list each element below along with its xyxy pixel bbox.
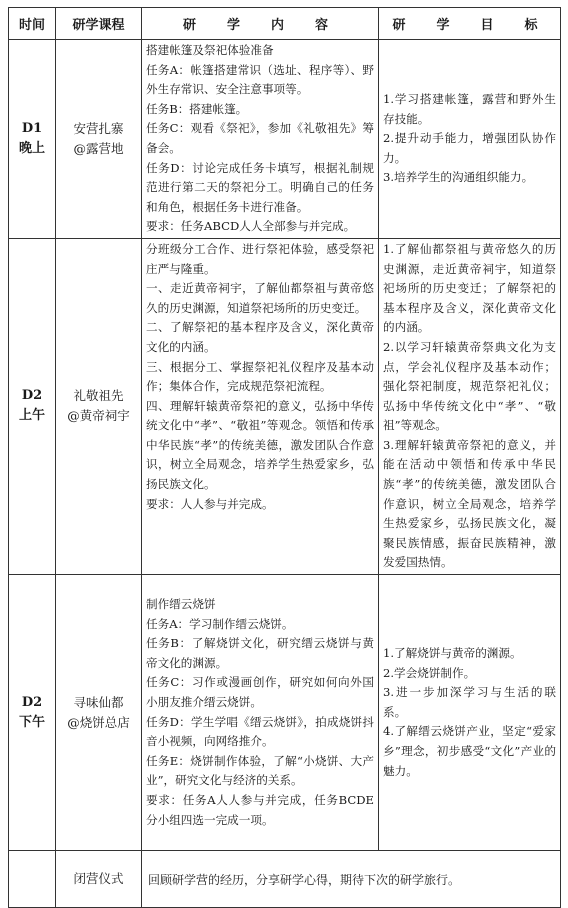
study-tour-schedule-table	[8, 7, 561, 908]
time-day: D2	[21, 388, 43, 404]
content-line: 任务A：学习制作缙云烧饼。	[146, 616, 294, 631]
goal-line: 3.进一步加深学习与生活的联系。	[383, 685, 556, 719]
goal-line: 4.了解缙云烧饼产业，坚定“爱家乡”理念，初步感受“文化”产业的魅力。	[383, 724, 556, 778]
goal-line: 2.以学习轩辕黄帝祭典文化为支点，学会礼仪程序及基本动作；强化祭祀制度，规范祭祀礼仪；弘扬中华传统文化中“孝”、“敬祖”等观念。	[383, 339, 556, 433]
header-row	[9, 8, 561, 40]
table-row	[9, 851, 561, 908]
goal-cell	[379, 40, 561, 239]
content-line: 任务B：搭建帐篷。	[146, 101, 248, 116]
time-period: 晚上	[18, 140, 45, 156]
content-line: 一、走近黄帝祠宇，了解仙都祭祖与黄帝悠久的历史渊源，知道祭祀场所的历史变迁。	[146, 281, 374, 315]
content-line: 三、根据分工、掌握祭祀礼仪程序及基本动作；集体合作，完成规范祭祀流程。	[146, 359, 374, 394]
course-cell	[56, 851, 142, 908]
content-line: 要求：任务A人人参与并完成，任务BCDE分小组四选一完成一项。	[146, 792, 374, 827]
course-name: 礼敬祖先	[73, 388, 124, 404]
header-time: 时间	[9, 8, 56, 40]
course-name: 寻味仙都	[73, 694, 124, 710]
header-course: 研学课程	[56, 8, 142, 40]
table-row	[9, 575, 561, 851]
course-location: @烧饼总店	[67, 714, 130, 730]
closing-content-cell	[142, 851, 561, 908]
goal-line: 2.学会烧饼制作。	[383, 665, 476, 680]
time-cell	[9, 40, 56, 239]
content-cell	[142, 575, 379, 851]
content-line: 任务A：帐篷搭建常识（选址、程序等）、野外生存常识、安全注意事项等。	[146, 62, 374, 97]
goal-cell	[379, 238, 561, 574]
course-name: 闭营仪式	[73, 871, 124, 887]
goal-line: 3.理解轩辕黄帝祭祀的意义，并能在活动中领悟和传承中华民族“孝”的传统美德，激发团队合作意识，树立全局观念，培养学生热爱家乡，弘扬民族文化，凝聚民族情感，振奋民族精神，激发爱国热情。	[383, 437, 556, 570]
content-line: 任务B：了解烧饼文化，研究缙云烧饼与黄帝文化的渊源。	[146, 636, 374, 670]
content-line: 任务D：学生学唱《缙云烧饼》，拍成烧饼抖音小视频，向网络推介。	[146, 714, 374, 749]
content-line: 任务E：烧饼制作体验，了解“小烧饼、大产业”，研究文化与经济的关系。	[146, 753, 374, 788]
course-cell	[56, 575, 142, 851]
time-day: D2	[21, 694, 43, 710]
goal-cell	[379, 575, 561, 851]
time-cell	[9, 851, 56, 908]
content-line: 四、理解轩辕黄帝祭祀的意义，弘扬中华传统文化中“孝”、“敬祖”等观念。领悟和传承中华民族“孝”的传统美德，激发团队合作意识，树立全局观念，培养学生热爱家乡，弘扬民族文化。	[146, 398, 374, 492]
content-line: 任务D：讨论完成任务卡填写，根据礼制规范进行第二天的祭祀分工。明确自己的任务和角色，根据任务卡进行准备。	[146, 160, 374, 214]
time-cell	[9, 575, 56, 851]
content-line: 要求：任务ABCD人人全部参与并完成。	[146, 219, 356, 234]
time-cell	[9, 238, 56, 574]
content-line: 搭建帐篷及祭祀体验准备	[146, 43, 274, 57]
content-cell	[142, 40, 379, 239]
course-name: 安营扎寨	[73, 120, 124, 136]
content-cell	[142, 238, 379, 574]
time-period: 上午	[18, 408, 45, 424]
schedule-table-wrapper	[8, 7, 560, 908]
goal-line: 1.了解仙都祭祖与黄帝悠久的历史渊源，走近黄帝祠宇，知道祭祀场所的历史变迁；了解祭祀的基本程序及含义，深化黄帝文化的内涵。	[383, 241, 556, 335]
header-content: 研 学 内 容	[142, 8, 379, 40]
course-cell	[56, 40, 142, 239]
content-line: 制作缙云烧饼	[146, 596, 216, 611]
content-line: 要求：人人参与并完成。	[146, 496, 274, 511]
time-day: D1	[21, 120, 43, 136]
goal-line: 1.了解烧饼与黄帝的渊源。	[383, 645, 522, 660]
content-line: 二、了解祭祀的基本程序及含义，深化黄帝文化的内涵。	[146, 320, 374, 354]
course-location: @黄帝祠宇	[67, 408, 130, 424]
content-line: 任务C：习作或漫画创作，研究如何向外国小朋友推介缙云烧饼。	[146, 675, 374, 709]
header-goal: 研 学 目 标	[379, 8, 561, 40]
goal-line: 3.培养学生的沟通组织能力。	[383, 170, 534, 185]
goal-line: 2.提升动手能力，增强团队协作力。	[383, 131, 556, 165]
table-row	[9, 238, 561, 574]
goal-line: 1.学习搭建帐篷，露营和野外生存技能。	[383, 91, 556, 126]
table-row	[9, 40, 561, 239]
time-period: 下午	[18, 714, 45, 730]
course-cell	[56, 238, 142, 574]
content-line: 分班级分工合作、进行祭祀体验，感受祭祀庄严与隆重。	[146, 241, 374, 276]
closing-content: 回顾研学营的经历，分享研学心得，期待下次的研学旅行。	[148, 872, 461, 887]
course-location: @露营地	[73, 140, 124, 156]
content-line: 任务C：观看《祭祀》，参加《礼敬祖先》筹备会。	[146, 121, 374, 155]
